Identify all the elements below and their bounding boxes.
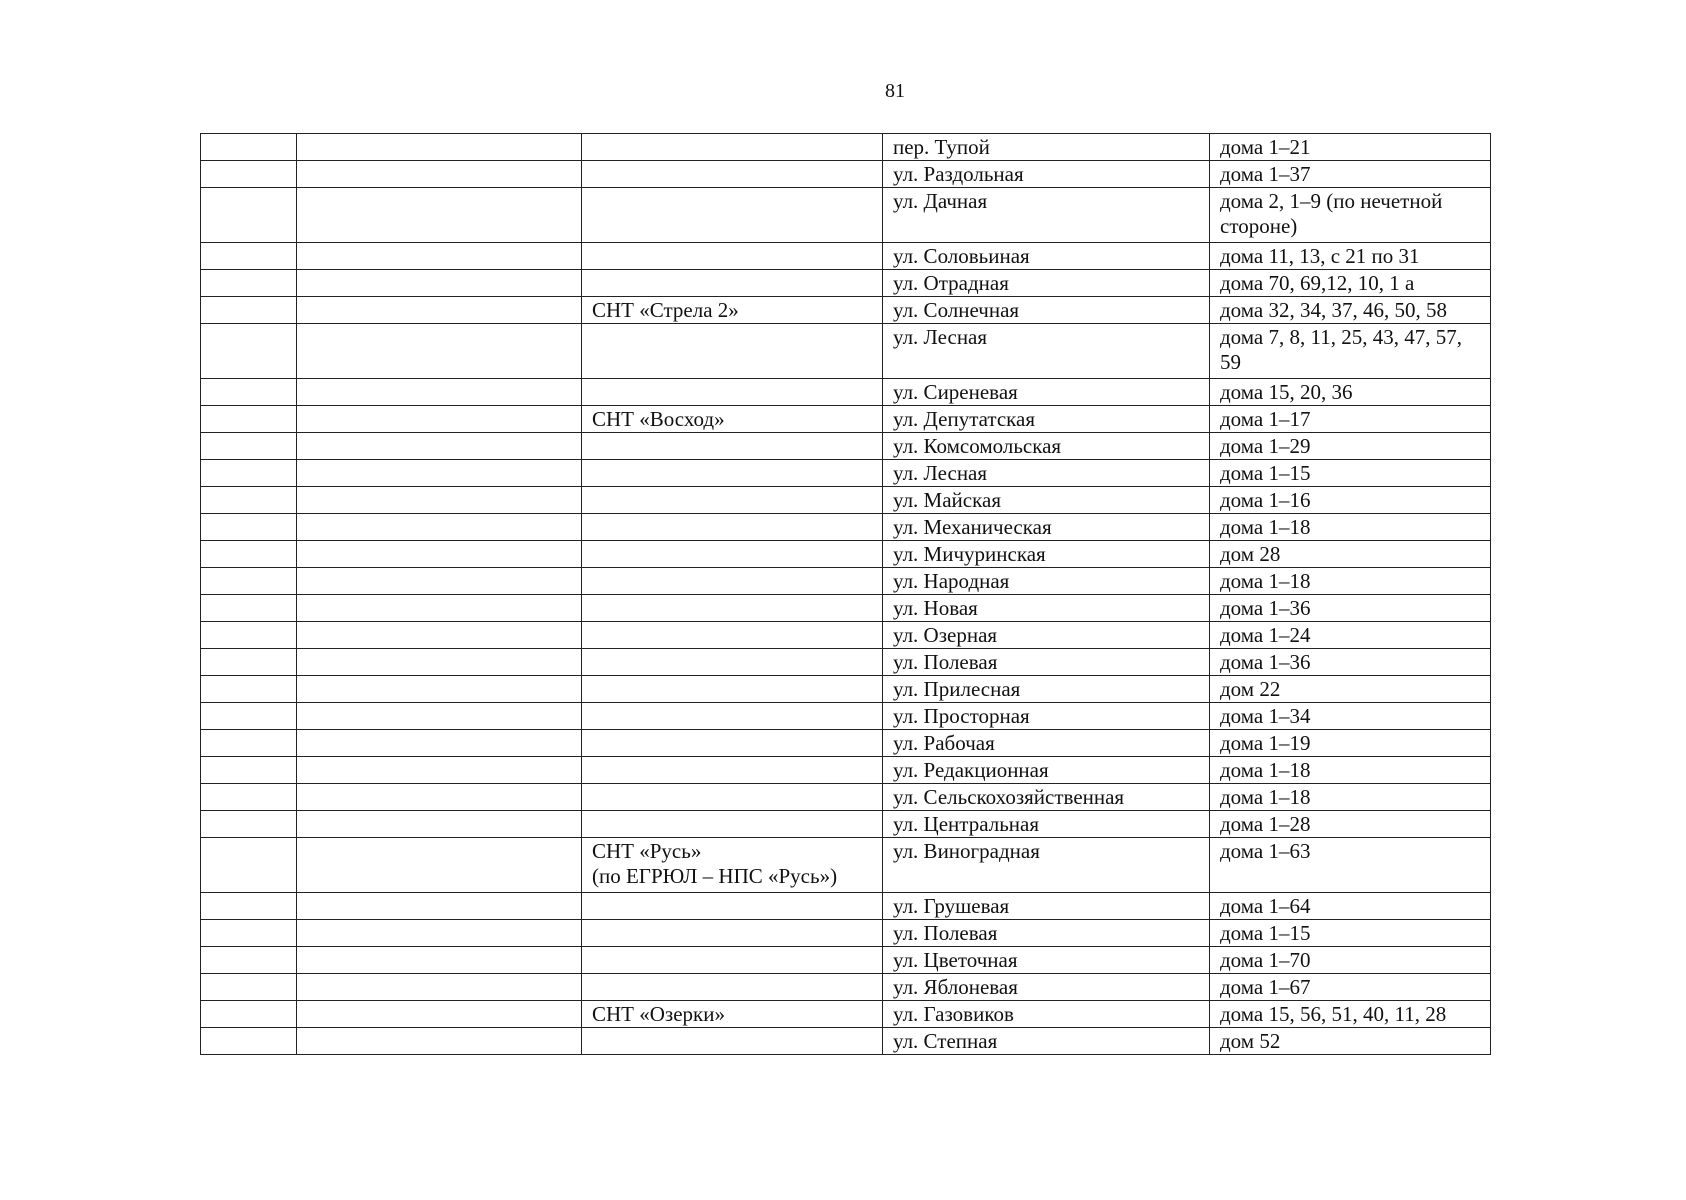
cell-district [297,811,582,838]
cell-number [201,379,297,406]
cell-number [201,297,297,324]
cell-snt [582,568,883,595]
cell-street: ул. Лесная [883,460,1210,487]
cell-district [297,433,582,460]
table-row [201,920,1491,947]
table-row [201,433,1491,460]
cell-houses: дома 1–21 [1210,134,1491,161]
cell-houses: дома 1–28 [1210,811,1491,838]
table-row [201,487,1491,514]
cell-street: ул. Редакционная [883,757,1210,784]
cell-houses: дома 15, 20, 36 [1210,379,1491,406]
cell-snt [582,730,883,757]
cell-houses: дома 1–36 [1210,595,1491,622]
cell-houses: дом 52 [1210,1028,1491,1055]
cell-snt [582,649,883,676]
cell-street: пер. Тупой [883,134,1210,161]
cell-houses: дома 1–24 [1210,622,1491,649]
table-row [201,514,1491,541]
cell-snt [582,460,883,487]
table-row [201,703,1491,730]
cell-number [201,460,297,487]
table-row [201,622,1491,649]
cell-district [297,270,582,297]
cell-houses: дома 70, 69,12, 10, 1 а [1210,270,1491,297]
table-row [201,893,1491,920]
table-row [201,838,1491,893]
cell-number [201,784,297,811]
cell-snt [582,676,883,703]
cell-district [297,893,582,920]
cell-number [201,622,297,649]
cell-houses: дома 1–64 [1210,893,1491,920]
cell-snt [582,324,883,379]
cell-houses: дома 1–63 [1210,838,1491,893]
cell-houses: дома 1–70 [1210,947,1491,974]
cell-snt [582,1028,883,1055]
cell-houses: дома 7, 8, 11, 25, 43, 47, 57, 59 [1210,324,1491,379]
cell-street: ул. Лесная [883,324,1210,379]
cell-street: ул. Комсомольская [883,433,1210,460]
cell-number [201,324,297,379]
cell-street: ул. Виноградная [883,838,1210,893]
cell-number [201,161,297,188]
cell-snt: СНТ «Восход» [582,406,883,433]
cell-houses: дома 1–18 [1210,568,1491,595]
cell-district [297,1028,582,1055]
address-table-body [201,134,1491,1055]
table-row [201,676,1491,703]
cell-number [201,514,297,541]
cell-district [297,622,582,649]
cell-number [201,1028,297,1055]
cell-number [201,568,297,595]
cell-district [297,920,582,947]
cell-street: ул. Отрадная [883,270,1210,297]
cell-district [297,188,582,243]
table-row [201,324,1491,379]
cell-number [201,920,297,947]
cell-number [201,838,297,893]
cell-number [201,649,297,676]
cell-street: ул. Полевая [883,920,1210,947]
cell-street: ул. Мичуринская [883,541,1210,568]
cell-street: ул. Соловьиная [883,243,1210,270]
cell-snt [582,188,883,243]
table-row [201,811,1491,838]
cell-street: ул. Солнечная [883,297,1210,324]
cell-snt [582,622,883,649]
table-row [201,947,1491,974]
cell-houses: дома 1–15 [1210,460,1491,487]
cell-snt [582,487,883,514]
cell-snt [582,134,883,161]
cell-number [201,433,297,460]
cell-district [297,541,582,568]
table-row [201,379,1491,406]
cell-street: ул. Газовиков [883,1001,1210,1028]
cell-district [297,838,582,893]
cell-number [201,757,297,784]
cell-number [201,243,297,270]
cell-number [201,893,297,920]
cell-district [297,243,582,270]
cell-snt [582,784,883,811]
cell-snt [582,757,883,784]
cell-street: ул. Просторная [883,703,1210,730]
cell-snt [582,595,883,622]
table-row [201,1028,1491,1055]
cell-district [297,676,582,703]
cell-houses: дом 28 [1210,541,1491,568]
cell-street: ул. Рабочая [883,730,1210,757]
cell-street: ул. Грушевая [883,893,1210,920]
table-row [201,649,1491,676]
table-row [201,974,1491,1001]
cell-houses: дома 1–34 [1210,703,1491,730]
cell-houses: дома 32, 34, 37, 46, 50, 58 [1210,297,1491,324]
cell-snt [582,920,883,947]
cell-number [201,811,297,838]
cell-number [201,730,297,757]
cell-snt [582,379,883,406]
cell-district [297,406,582,433]
cell-street: ул. Механическая [883,514,1210,541]
cell-street: ул. Прилесная [883,676,1210,703]
cell-houses: дома 1–18 [1210,757,1491,784]
cell-houses: дома 1–36 [1210,649,1491,676]
table-row [201,595,1491,622]
cell-snt [582,270,883,297]
cell-snt [582,893,883,920]
cell-street: ул. Раздольная [883,161,1210,188]
cell-district [297,730,582,757]
cell-street: ул. Депутатская [883,406,1210,433]
cell-district [297,757,582,784]
cell-street: ул. Майская [883,487,1210,514]
cell-number [201,134,297,161]
cell-street: ул. Новая [883,595,1210,622]
table-row [201,188,1491,243]
cell-houses: дома 1–37 [1210,161,1491,188]
table-row [201,161,1491,188]
table-row [201,270,1491,297]
cell-snt [582,243,883,270]
cell-district [297,1001,582,1028]
cell-houses: дома 1–17 [1210,406,1491,433]
cell-district [297,460,582,487]
page-number: 81 [885,80,905,102]
cell-number [201,406,297,433]
cell-district [297,784,582,811]
cell-street: ул. Сельскохозяйственная [883,784,1210,811]
table-row [201,757,1491,784]
cell-houses: дома 1–67 [1210,974,1491,1001]
cell-street: ул. Озерная [883,622,1210,649]
cell-snt [582,974,883,1001]
cell-houses: дома 2, 1–9 (по нечетной стороне) [1210,188,1491,243]
cell-street: ул. Народная [883,568,1210,595]
cell-houses: дом 22 [1210,676,1491,703]
cell-houses: дома 15, 56, 51, 40, 11, 28 [1210,1001,1491,1028]
cell-number [201,974,297,1001]
cell-houses: дома 1–15 [1210,920,1491,947]
cell-district [297,703,582,730]
cell-snt [582,541,883,568]
cell-number [201,703,297,730]
cell-houses: дома 1–16 [1210,487,1491,514]
cell-district [297,595,582,622]
table-row [201,568,1491,595]
cell-district [297,161,582,188]
cell-snt: СНТ «Озерки» [582,1001,883,1028]
cell-street: ул. Дачная [883,188,1210,243]
cell-district [297,324,582,379]
cell-snt [582,514,883,541]
table-row [201,406,1491,433]
cell-street: ул. Полевая [883,649,1210,676]
cell-district [297,568,582,595]
cell-district [297,947,582,974]
cell-district [297,649,582,676]
cell-houses: дома 1–19 [1210,730,1491,757]
cell-snt: СНТ «Русь» (по ЕГРЮЛ – НПС «Русь») [582,838,883,893]
cell-street: ул. Центральная [883,811,1210,838]
cell-snt [582,161,883,188]
address-table [200,133,1491,1055]
cell-street: ул. Степная [883,1028,1210,1055]
cell-district [297,974,582,1001]
cell-number [201,270,297,297]
table-row [201,134,1491,161]
cell-district [297,134,582,161]
cell-street: ул. Цветочная [883,947,1210,974]
cell-houses: дома 11, 13, с 21 по 31 [1210,243,1491,270]
cell-number [201,676,297,703]
table-row [201,730,1491,757]
cell-street: ул. Сиреневая [883,379,1210,406]
table-row [201,460,1491,487]
cell-number [201,947,297,974]
cell-snt [582,433,883,460]
cell-houses: дома 1–29 [1210,433,1491,460]
cell-district [297,297,582,324]
cell-number [201,188,297,243]
cell-street: ул. Яблоневая [883,974,1210,1001]
cell-number [201,541,297,568]
cell-district [297,379,582,406]
cell-snt: СНТ «Стрела 2» [582,297,883,324]
cell-houses: дома 1–18 [1210,514,1491,541]
cell-number [201,487,297,514]
cell-number [201,1001,297,1028]
table-row [201,541,1491,568]
cell-district [297,514,582,541]
cell-snt [582,947,883,974]
table-row [201,784,1491,811]
cell-district [297,487,582,514]
table-row [201,297,1491,324]
cell-snt [582,703,883,730]
table-row [201,1001,1491,1028]
cell-number [201,595,297,622]
cell-houses: дома 1–18 [1210,784,1491,811]
cell-snt [582,811,883,838]
table-row [201,243,1491,270]
